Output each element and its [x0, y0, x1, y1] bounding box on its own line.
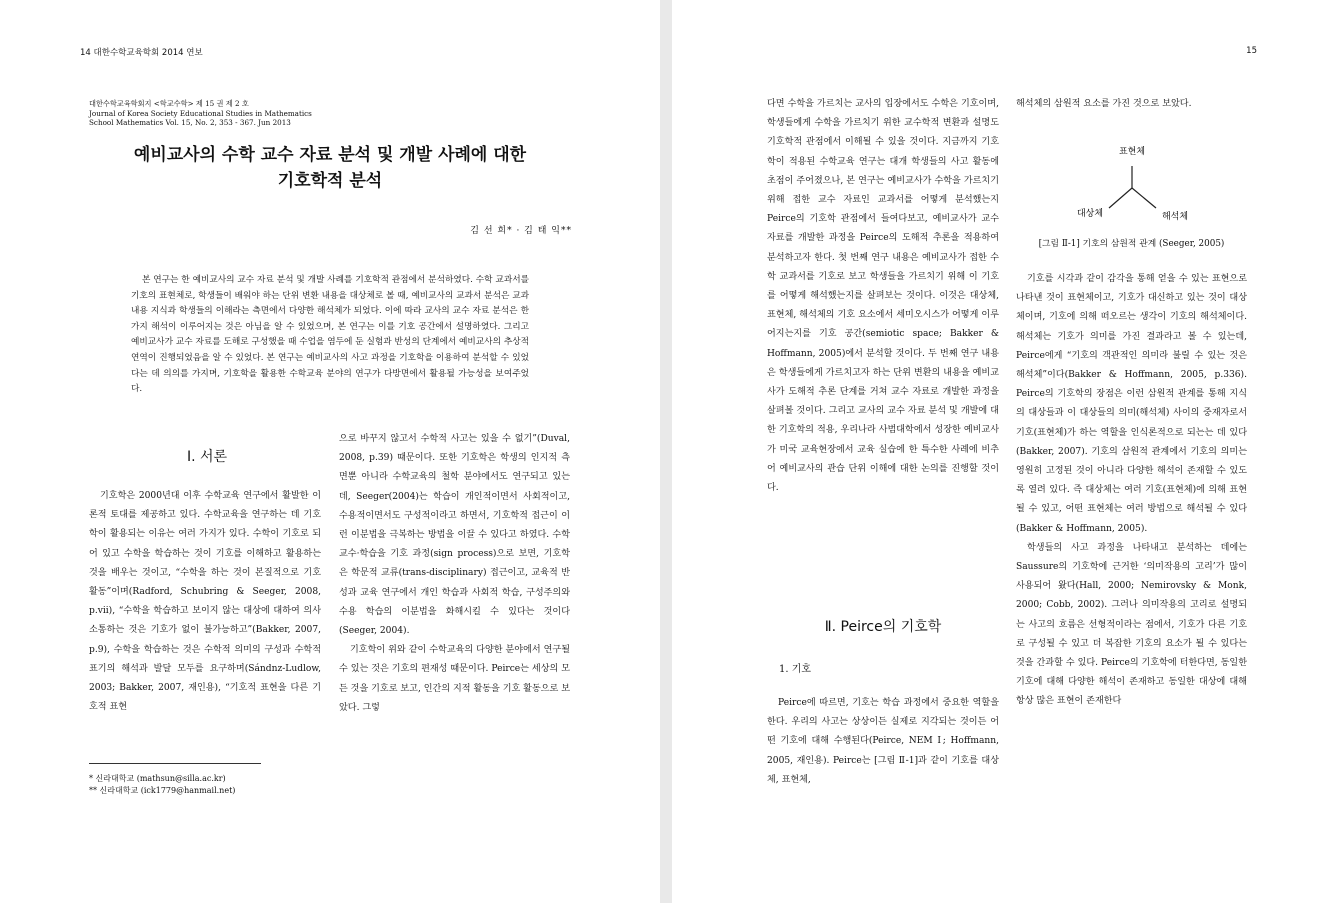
footnote: ** 신라대학교 (ick1779@hanmail.net)	[89, 786, 236, 795]
body-paragraph: 기호학은 2000년대 이후 수학교육 연구에서 활발한 이론적 토대를 제공하고 있다. 수학교육을 연구하는 데 기호학이 활용되는 이유는 여러 가지가 있다. 수학이 기호로 되어 있고 수학을 학습하는 것이 기호를 이해하고 활용하는 것을 배우는 것이고, “수학을 하는 것이 본질적으로 기호 활동”이며(Radford, Schubring & Seeger, 2008, p.vii), “수학을 학습하고 보이지 않는 대상에 대하여 의사소통하는 것은 기호가 없이 불가능하고”(Bakker, 2007, p.9), 수학을 학습하는 것은 수학적 의미의 구성과 수학적 표기의 해석과 발달 모두를 요구하며(Sándnz-Ludlow, 2003; Bakker, 2007, 재인용), “기호적 표현을 다른 기호적 표현	[89, 491, 321, 713]
running-header: 14 대한수학교육학회 2014 연보	[80, 48, 203, 58]
paper-title-line: 예비교사의 수학 교수 자료 분석 및 개발 사례에 대한	[133, 145, 527, 165]
body-paragraph: 으로 바꾸지 않고서 수학적 사고는 있을 수 없기”(Duval, 2008, p.39) 때문이다. 또한 기호학은 학생의 인지적 측면뿐 아니라 수학교육의 철학 분야에서도 연구되고 있는데, Seeger(2004)는 학습이 개인적이면서 사회적이고, 수용적이면서도 구성적이라고 하면서, 기호학적 접근이 이런 이분법을 극복하는 방법을 이끌 수 있다고 하였다. 수학 교수·학습을 기호 과정(sign process)으로 보면, 기호학은 학문적 교류(trans-disciplinary) 접근이고, 교육적 반성과 교육 연구에서 개인 학습과 사회적 학습, 구성주의와 수용 학습의 이분법을 화해시킬 수 있다는 것이다(Seeger, 2004).	[339, 434, 570, 637]
triadic-sign-figure	[1062, 140, 1202, 225]
footnotes	[89, 773, 235, 797]
footnote-divider	[89, 763, 261, 764]
figure-right-line	[1132, 188, 1156, 208]
left-column-1	[89, 487, 321, 717]
paper-title	[60, 142, 600, 194]
body-paragraph: 해석체의 삼원적 요소를 가진 것으로 보았다.	[1016, 99, 1192, 109]
journal-meta-line: 대한수학교육학회지 <학교수학> 제 15 권 제 2 호	[89, 99, 249, 108]
right-column-2-intro	[1016, 95, 1247, 114]
page-number: 15	[1246, 46, 1257, 56]
right-column-1	[767, 95, 999, 498]
figure-caption: [그림 Ⅱ-1] 기호의 삼원적 관계 (Seeger, 2005)	[1038, 239, 1225, 249]
triadic-diagram	[1062, 140, 1202, 225]
journal-meta-line: Journal of Korea Society Educational Studies in Mathematics	[89, 108, 312, 118]
figure-label-representamen: 표현체	[1118, 147, 1146, 157]
journal-meta	[89, 99, 349, 128]
subsection-heading: 1. 기호	[779, 664, 812, 675]
figure-label-object: 대상체	[1076, 209, 1104, 219]
body-paragraph: 기호를 시각과 같이 감각을 통해 얻을 수 있는 표현으로 나타낸 것이 표현체이고, 기호가 대신하고 있는 것이 대상체이며, 기호에 의해 떠오르는 생각이 기호의 해석체이다. 해석체는 기호가 의미를 가진 결과라고 볼 수 있는데, Peirce에게 “기호의 객관적인 의미라 불릴 수 있는 것은 해석체”이다(Bakker & Hoffmann, 2005, p.336). Peirce의 기호학의 장점은 이런 삼원적 관계를 통해 지식의 대상들과 이 대상들의 의미(해석체) 사이의 중재자로서 기호(표현체)가 하는 역할을 인식론적으로 되는는 데 있다(Bakker, 2007). 기호의 삼원적 관계에서 기호의 의미는 영원히 고정된 것이 아니라 다양한 해석이 존재할 수 있도록 열려 있다. 즉 대상체는 여러 기호(표현체)에 의해 표현될 수 있고, 어떤 표현체는 여러 방법으로 해석될 수 있다(Bakker & Hoffmann, 2005).	[1016, 274, 1247, 534]
figure-left-line	[1109, 188, 1132, 208]
figure-label-interpretant: 해석체	[1161, 212, 1189, 222]
paper-title-line: 기호학적 분석	[277, 171, 383, 191]
journal-meta-line: School Mathematics Vol. 15, No. 2, 353 - 367. Jun 2013	[89, 118, 291, 128]
footnote: * 신라대학교 (mathsun@silla.ac.kr)	[89, 774, 226, 783]
right-column-2	[1016, 270, 1247, 712]
left-page	[0, 0, 660, 903]
section-heading-introduction: Ⅰ. 서론	[186, 449, 228, 465]
body-paragraph: 학생들의 사고 과정을 나타내고 분석하는 데에는 Saussure의 기호학에 근거한 ‘의미작용의 고리’가 많이 사용되어 왔다(Hall, 2000; Nemirovsky & Monk, 2000; Cobb, 2002). 그러나 의미작용의 고리로 설명되는 사고의 흐름은 선형적이라는 점에서, 기호가 다른 기호로 구성될 수 있고 더 복잡한 기호의 요소가 될 수 있다는 것을 간과할 수 있다. Peirce의 기호학에 터한다면, 동일한 기호에 대해 다양한 해석이 존재하고 동일한 대상에 대해 항상 많은 표현이 존재한다	[1016, 542, 1247, 707]
body-paragraph: 다면 수학을 가르치는 교사의 입장에서도 수학은 기호이며, 학생들에게 수학을 가르치기 위한 교수학적 변환과 설명도 기호학적 관점에서 이해될 수 있을 것이다. 지금까지 기호학이 적용된 수학교육 연구는 대개 학생들의 사고 활동에 초점이 주어졌으나, 본 연구는 예비교사가 수학을 가르치기 위해 접한 교수 자료인 교과서를 어떻게 분석했는지 Peirce의 기호학 관점에서 들여다보고, 예비교사가 교수 자료를 개발한 과정을 Peirce의 도해적 추론을 적용하여 분석하고자 한다. 첫 번째 연구 내용은 예비교사가 접한 수학 교과서를 기호로 보고 학생들을 가르치기 위해 이 기호를 어떻게 해석했는지를 살펴보는 것이다. 이것은 대상체, 표현체, 해석체의 기호 요소에서 세미오시스가 어떻게 이루어지는지를 기호 공간(semiotic space; Bakker & Hoffmann, 2005)에서 분석할 것이다. 두 번째 연구 내용은 학생들에게 가르치고자 하는 단위 변환의 내용을 예비교사가 도해적 추론 단계를 거쳐 교수 자료로 개발한 과정을 살펴볼 것이다. 그리고 교사의 교수 자료 분석 및 개발에 대한 기호학의 적용, 우리나라 사범대학에서 성장한 예비교사가 미국 교육현장에서 교육 실습에 한 특수한 사례에 비추어 예비교사의 관습 단위 이해에 대한 논의를 진행할 것이다.	[767, 99, 999, 494]
authors: 김 선 희* · 김 태 익**	[470, 226, 572, 236]
section-heading-peirce: Ⅱ. Peirce의 기호학	[824, 619, 942, 635]
right-page	[672, 0, 1335, 903]
abstract: 본 연구는 한 예비교사의 교수 자료 분석 및 개발 사례를 기호학적 관점에서 분석하였다. 수학 교과서를 기호의 표현체로, 학생들이 배워야 하는 단위 변환 내용을 대상체로 볼 때, 예비교사의 교과서 분석은 교과 내용 지식과 학생들의 이해라는 측면에서 다양한 해석체가 되었다. 이에 따라 교사의 교수 자료 분석은 한 가지 해석이 이루어지는 것은 아님을 알 수 있었으며, 본 연구는 이를 기호 공간에서 설명하였다. 그리고 예비교사가 교수 자료를 도해로 구성했을 때 수업을 염두에 둔 실험과 반성의 단계에서 예비교사의 추상적 연역이 진행되었음을 알 수 있었다. 본 연구는 예비교사의 사고 과정을 기호학을 이용하여 분석할 수 있었다는 데 의의를 가지며, 기호학을 활용한 수학교육 분야의 연구가 다방면에서 활용될 가능성을 보여주었다.	[131, 275, 529, 395]
body-paragraph: Peirce에 따르면, 기호는 학습 과정에서 중요한 역할을 한다. 우리의 사고는 상상이든 실제로 지각되는 것이든 어떤 기호에 대해 수행된다(Peirce, NEM Ⅰ; Hoffmann, 2005, 재인용). Peirce는 [그림 Ⅱ-1]과 같이 기호를 대상체, 표현체,	[767, 698, 999, 785]
body-paragraph: 기호학이 위와 같이 수학교육의 다양한 분야에서 연구될 수 있는 것은 기호의 편재성 때문이다. Peirce는 세상의 모든 것을 기호로 보고, 인간의 지적 활동을 기호 활동으로 보았다. 그렇	[339, 645, 570, 713]
right-column-1-continued	[767, 694, 999, 790]
left-column-2	[339, 430, 570, 718]
